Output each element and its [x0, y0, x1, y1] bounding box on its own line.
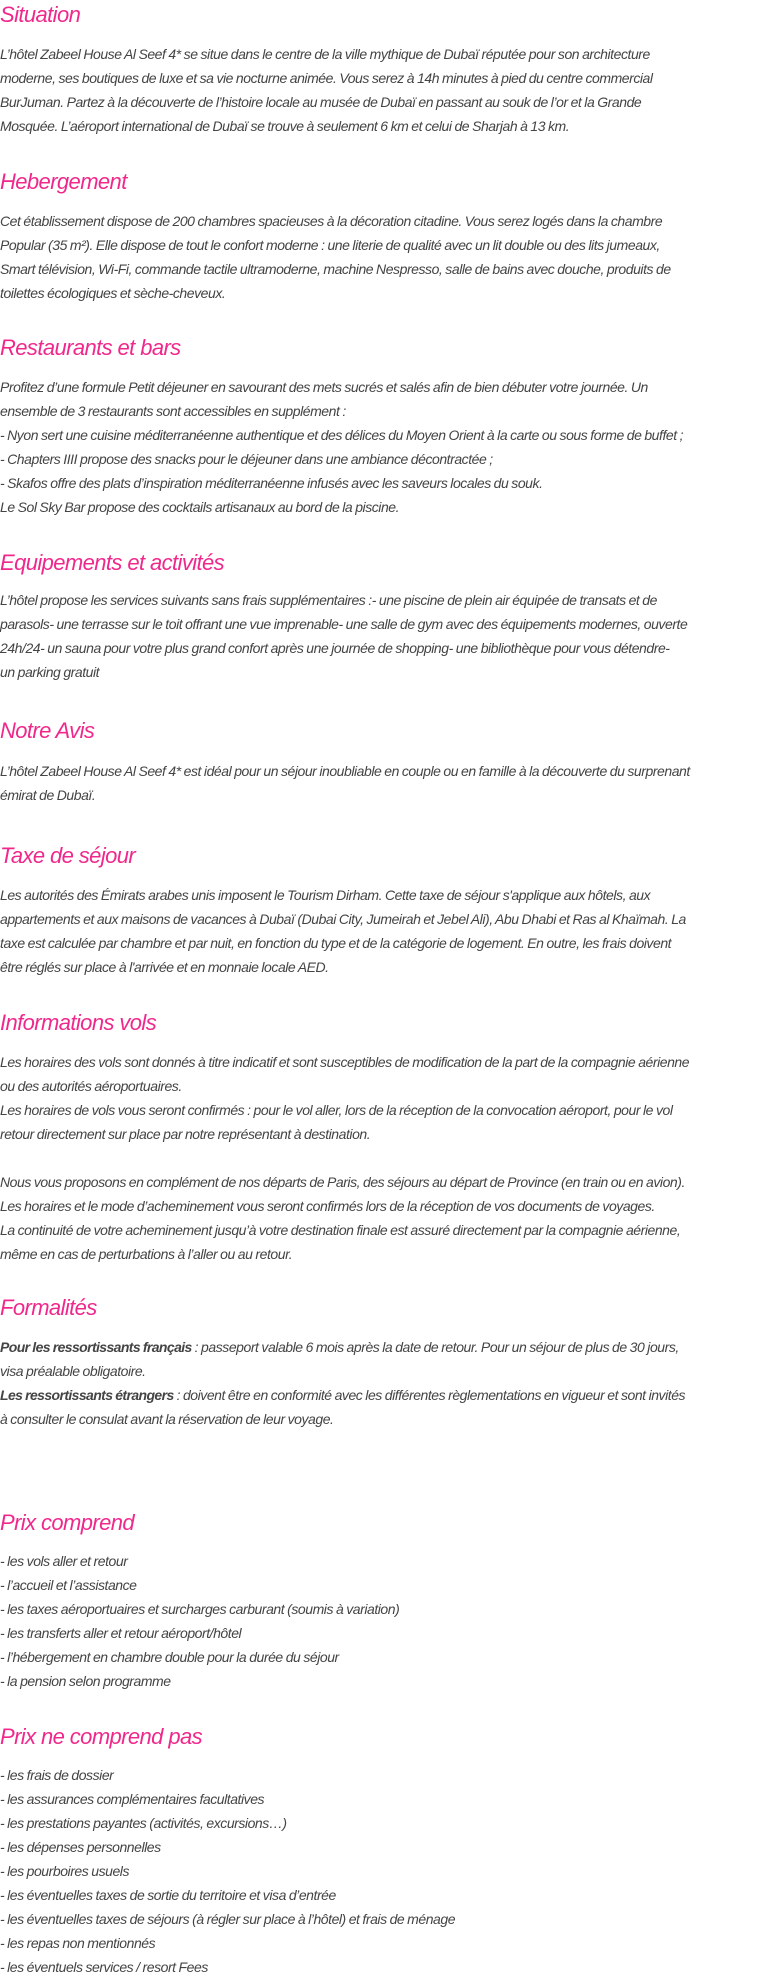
text-line: Popular (35 m²). Elle dispose de tout le confort moderne : une literie de qualité avec un lit double ou des lits jumeaux, [0, 237, 660, 253]
text-line: Les horaires de vols vous seront confirmés : pour le vol aller, lors de la réception de la convocation aéroport, pour le vol [0, 1102, 673, 1118]
text-line: ou des autorités aéroportuaires. [0, 1078, 182, 1094]
text-line: émirat de Dubaï. [0, 787, 96, 803]
section-restaurants [0, 334, 683, 519]
text-line: - Skafos offre des plats d’inspiration méditerranéenne infusés avec les saveurs locales du souk. [0, 475, 543, 491]
section-situation [0, 0, 653, 138]
list-item: - les éventuelles taxes de séjours (à régler sur place à l’hôtel) et frais de ménage [0, 1911, 456, 1927]
text-line: Mosquée. L’aéroport international de Dubaï se trouve à seulement 6 km et celui de Sharjah à 13 km. [0, 118, 570, 134]
text-etrangers: : doivent être en conformité avec les différentes règlementations en vigueur et sont invités [173, 1387, 686, 1403]
list-item: - l’accueil et l’assistance [0, 1577, 137, 1593]
section-title-prix-ne-comprend-pas: Prix ne comprend pas [0, 1724, 202, 1749]
section-title-formalites: Formalités [0, 1295, 97, 1320]
section-prix-comprend [0, 1509, 399, 1693]
text-line: même en cas de perturbations à l’aller ou au retour. [0, 1246, 293, 1262]
text-line: moderne, ses boutiques de luxe et sa vie nocturne animée. Vous serez à 14h minutes à pied du centre commercial [0, 70, 653, 86]
label-etrangers: Les ressortissants étrangers [0, 1387, 174, 1403]
section-title-hebergement: Hebergement [0, 169, 127, 194]
section-body-restaurants [0, 375, 683, 519]
text-line: Le Sol Sky Bar propose des cocktails artisanaux au bord de la piscine. [0, 499, 400, 515]
section-body-avis [0, 759, 690, 807]
text-line: ensemble de 3 restaurants sont accessibles en supplément : [0, 403, 346, 419]
list-item: - les prestations payantes (activités, excursions…) [0, 1815, 287, 1831]
text-line: à consulter le consulat avant la réservation de leur voyage. [0, 1411, 334, 1427]
list-item: - les pourboires usuels [0, 1863, 129, 1879]
section-title-restaurants: Restaurants et bars [0, 335, 181, 360]
section-body-equipements [0, 588, 687, 684]
section-body-formalites [0, 1335, 685, 1431]
list-item: - les frais de dossier [0, 1767, 114, 1783]
text-line-francais [0, 1335, 685, 1359]
section-formalites [0, 1294, 685, 1431]
text-line: 24h/24- un sauna pour votre plus grand confort après une journée de shopping- une bibliothèque pour vous détendre- [0, 640, 670, 656]
section-body-hebergement [0, 209, 671, 305]
section-avis [0, 717, 690, 807]
text-line: BurJuman. Partez à la découverte de l’histoire locale au musée de Dubaï en passant au souk de l’or et la Grande [0, 94, 642, 110]
list-item: - les taxes aéroportuaires et surcharges carburant (soumis à variation) [0, 1601, 400, 1617]
list-item: - les éventuels services / resort Fees [0, 1959, 208, 1975]
section-equipements [0, 549, 687, 684]
section-body-vols [0, 1050, 689, 1266]
label-francais: Pour les ressortissants français [0, 1339, 192, 1355]
text-line: L’hôtel Zabeel House Al Seef 4* est idéal pour un séjour inoubliable en couple ou en famille à la découverte du surprenant [0, 763, 690, 779]
text-line: L’hôtel Zabeel House Al Seef 4* se situe dans le centre de la ville mythique de Dubaï réputée pour son architecture [0, 46, 650, 62]
list-item: - les vols aller et retour [0, 1553, 128, 1569]
section-hebergement [0, 168, 671, 305]
spacer [0, 1146, 689, 1170]
text-line: toilettes écologiques et sèche-cheveux. [0, 285, 226, 301]
text-line: Les horaires et le mode d’acheminement vous seront confirmés lors de la réception de vos documents de voyages. [0, 1198, 655, 1214]
section-body-taxe [0, 883, 686, 979]
section-title-avis: Notre Avis [0, 718, 95, 743]
text-line: Les horaires des vols sont donnés à titre indicatif et sont susceptibles de modification de la part de la compagnie aérienne [0, 1054, 690, 1070]
text-line: être réglés sur place à l'arrivée et en monnaie locale AED. [0, 959, 329, 975]
list-item: - les assurances complémentaires facultatives [0, 1791, 265, 1807]
section-title-taxe: Taxe de séjour [0, 843, 136, 868]
text-line: Smart télévision, Wi-Fi, commande tactile ultramoderne, machine Nespresso, salle de bains avec douche, produits de [0, 261, 671, 277]
section-prix-ne-comprend-pas [0, 1723, 455, 1979]
text-line: Profitez d’une formule Petit déjeuner en savourant des mets sucrés et salés afin de bien débuter votre journée. Un [0, 379, 648, 395]
text-line: taxe est calculée par chambre et par nuit, en fonction du type et de la catégorie de logement. En outre, les frais doivent [0, 935, 672, 951]
text-line: parasols- une terrasse sur le toit offrant une vue imprenable- une salle de gym avec des équipements modernes, ouverte [0, 616, 688, 632]
text-line: Cet établissement dispose de 200 chambres spacieuses à la décoration citadine. Vous serez logés dans la chambre [0, 213, 663, 229]
text-line: Les autorités des Émirats arabes unis imposent le Tourism Dirham. Cette taxe de séjour s'applique aux hôtels, aux [0, 887, 651, 903]
section-taxe [0, 842, 686, 979]
list-item: - l’hébergement en chambre double pour la durée du séjour [0, 1649, 339, 1665]
section-title-vols: Informations vols [0, 1010, 157, 1035]
text-line-etrangers [0, 1383, 685, 1407]
list-item: - les transferts aller et retour aéroport/hôtel [0, 1625, 242, 1641]
section-title-prix-comprend: Prix comprend [0, 1510, 135, 1535]
text-line: visa préalable obligatoire. [0, 1363, 146, 1379]
text-line: La continuité de votre acheminement jusqu’à votre destination finale est assuré directement par la compagnie aérienne, [0, 1222, 681, 1238]
section-body-situation [0, 42, 653, 138]
list-item: - les éventuelles taxes de sortie du territoire et visa d’entrée [0, 1887, 336, 1903]
text-line: - Nyon sert une cuisine méditerranéenne authentique et des délices du Moyen Orient à la carte ou sous forme de buffet ; [0, 427, 684, 443]
text-francais: : passeport valable 6 mois après la date de retour. Pour un séjour de plus de 30 jours, [191, 1339, 679, 1355]
text-line: L’hôtel propose les services suivants sans frais supplémentaires :- une piscine de plein air équipée de transats et de [0, 592, 657, 608]
text-line: appartements et aux maisons de vacances à Dubaï (Dubai City, Jumeirah et Jebel Ali), Abu Dhabi et Ras al Khaïmah. La [0, 911, 686, 927]
included-list [0, 1549, 399, 1693]
section-title-equipements: Equipements et activités [0, 550, 225, 575]
text-line: Nous vous proposons en complément de nos départs de Paris, des séjours au départ de Province (en train ou en avion). [0, 1174, 685, 1190]
list-item: - la pension selon programme [0, 1673, 171, 1689]
section-title-situation: Situation [0, 2, 81, 27]
list-item: - les repas non mentionnés [0, 1935, 156, 1951]
text-line: retour directement sur place par notre représentant à destination. [0, 1126, 371, 1142]
excluded-list [0, 1763, 455, 1979]
text-line: un parking gratuit [0, 664, 100, 680]
section-vols [0, 1009, 689, 1266]
list-item: - les dépenses personnelles [0, 1839, 161, 1855]
text-line: - Chapters IIII propose des snacks pour le déjeuner dans une ambiance décontractée ; [0, 451, 493, 467]
